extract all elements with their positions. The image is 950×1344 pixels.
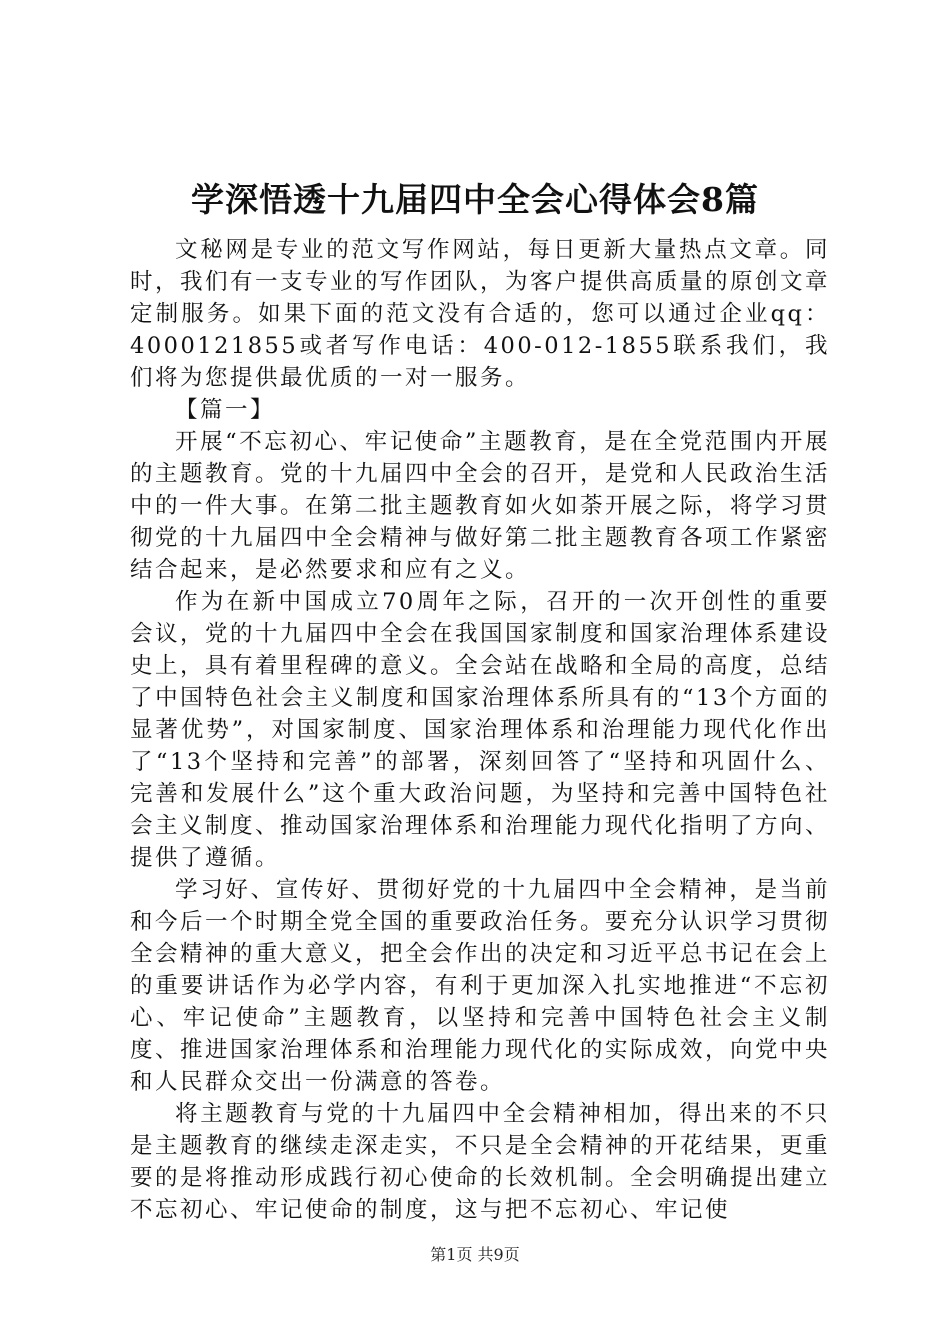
intro-paragraph: 文秘网是专业的范文写作网站，每日更新大量热点文章。同时，我们有一支专业的写作团队，为客户提供高质量的原创文章定制服务。如果下面的范文没有合适的，您可以通过企业qq：4000121855或者写作电话：400-012-1855联系我们，我们将为您提供最优质的一对一服务。 bbox=[130, 237, 831, 391]
body-paragraph: 学习好、宣传好、贯彻好党的十九届四中全会精神，是当前和今后一个时期全党全国的重要政治任务。要充分认识学习贯彻全会精神的重大意义，把全会作出的决定和习近平总书记在会上的重要讲话作为必学内容，有利于更加深入扎实地推进“不忘初心、牢记使命”主题教育，以坚持和完善中国特色社会主义制度、推进国家治理体系和治理能力现代化的实际成效，向党中央和人民群众交出一份满意的答卷。 bbox=[130, 877, 831, 1095]
document-body bbox=[130, 234, 830, 1226]
body-paragraph: 作为在新中国成立70周年之际，召开的一次开创性的重要会议，党的十九届四中全会在我国国家制度和国家治理体系建设史上，具有着里程碑的意义。全会站在战略和全局的高度，总结了中国特色社会主义制度和国家治理体系所具有的“13个方面的显著优势”，对国家制度、国家治理体系和治理能力现代化作出了“13个坚持和完善”的部署，深刻回答了“坚持和巩固什么、完善和发展什么”这个重大政治问题，为坚持和完善中国特色社会主义制度、推动国家治理体系和治理能力现代化指明了方向、提供了遵循。 bbox=[130, 589, 831, 871]
page-number-footer: 第1页 共9页 bbox=[430, 1245, 520, 1264]
body-paragraph: 开展“不忘初心、牢记使命”主题教育，是在全党范围内开展的主题教育。党的十九届四中全会的召开，是党和人民政治生活中的一件大事。在第二批主题教育如火如荼开展之际，将学习贯彻党的十九届四中全会精神与做好第二批主题教育各项工作紧密结合起来，是必然要求和应有之义。 bbox=[130, 429, 831, 583]
document-title: 学深悟透十九届四中全会心得体会8篇 bbox=[191, 180, 759, 219]
body-paragraph: 将主题教育与党的十九届四中全会精神相加，得出来的不只是主题教育的继续走深走实，不只是全会精神的开花结果，更重要的是将推动形成践行初心使命的长效机制。全会明确提出建立不忘初心、牢记使命的制度，这与把不忘初心、牢记使 bbox=[130, 1101, 831, 1223]
section-heading: 【篇一】 bbox=[175, 397, 276, 423]
